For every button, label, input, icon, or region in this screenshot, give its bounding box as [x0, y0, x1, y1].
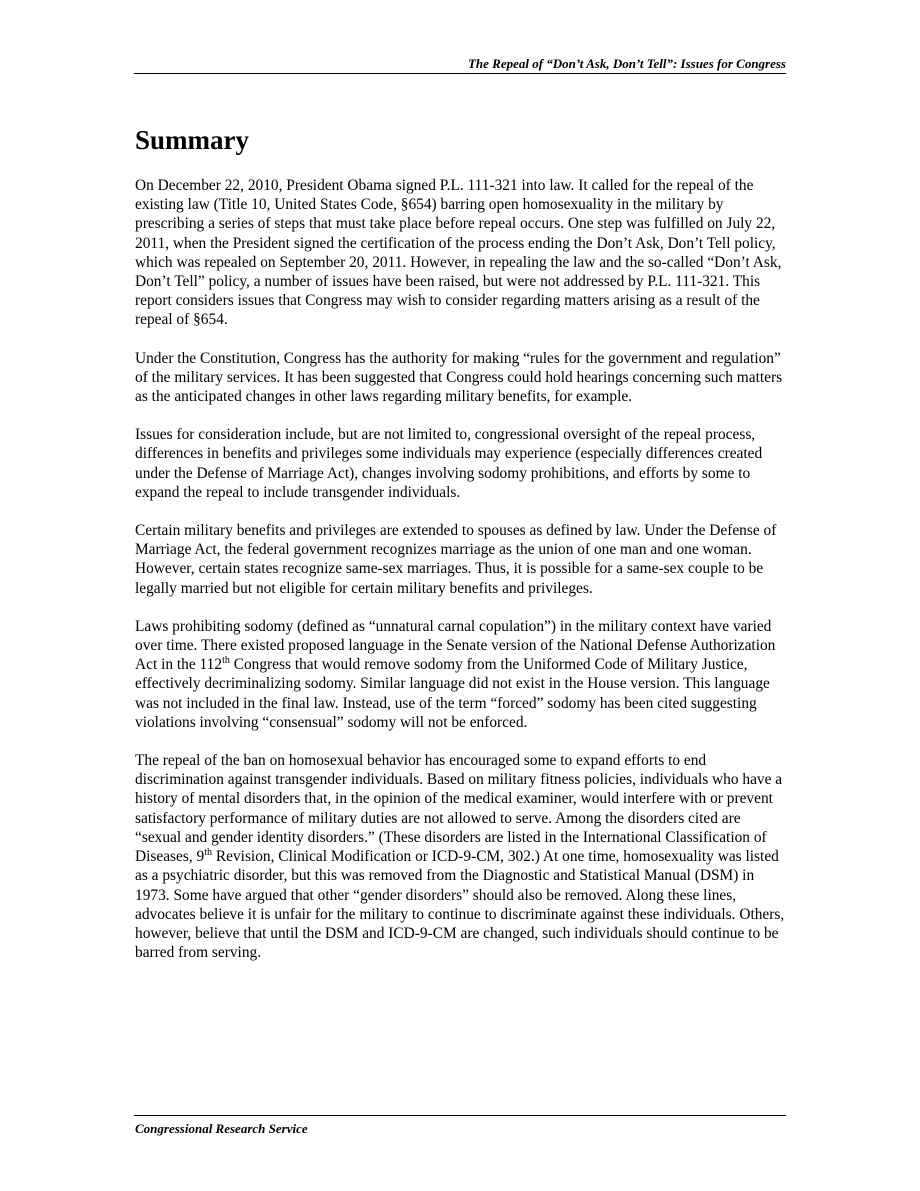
- paragraph-issues: Issues for consideration include, but are not limited to, congressional oversight of the repeal process, differences in benefits and privileges some individuals may experience (especially differences created under the Defense of Marriage Act), changes involving sodomy prohibitions, and efforts by some to expand the repeal to include transgender individuals.: [135, 426, 763, 501]
- summary-body: [135, 176, 787, 981]
- paragraph-transgender: [135, 751, 787, 962]
- paragraph-benefits: Certain military benefits and privileges are extended to spouses as defined by law. Under the Defense of Marriage Act, the federal government recognizes marriage as the union of one man and one woman. However, certain states recognize same-sex marriages. Thus, it is possible for a same-sex couple to be legally married but not eligible for certain military benefits and privileges.: [135, 522, 777, 597]
- paragraph-sodomy-text-b: Congress that would remove sodomy from the Uniformed Code of Military Justice, effectively decriminalizing sodomy. Similar language did not exist in the House version. This language was not included in the final law. Instead, use of the term “forced” sodomy has been cited suggesting violations involving “consensual” sodomy will not be enforced.: [135, 656, 770, 731]
- paragraph-repeal-law: On December 22, 2010, President Obama signed P.L. 111-321 into law. It called for the repeal of the existing law (Title 10, United States Code, §654) barring open homosexuality in the military by prescribing a series of steps that must take place before repeal occurs. One step was fulfilled on July 22, 2011, when the President signed the certification of the process ending the Don’t Ask, Don’t Tell policy, which was repealed on September 20, 2011. However, in repealing the law and the so-called “Don’t Ask, Don’t Tell” policy, a number of issues have been raised, but were not addressed by P.L. 111-321. This report considers issues that Congress may wish to consider regarding matters arising as a result of the repeal of §654.: [135, 177, 782, 329]
- ordinal-suffix: th: [222, 655, 230, 667]
- paragraph-constitution: Under the Constitution, Congress has the authority for making “rules for the government and regulation” of the military services. It has been suggested that Congress could hold hearings concerning such matters as the anticipated changes in other laws regarding military benefits, for example.: [135, 349, 783, 406]
- running-footer: Congressional Research Service: [135, 1121, 308, 1136]
- running-header: The Repeal of “Don’t Ask, Don’t Tell”: Issues for Congress: [467, 56, 786, 71]
- paragraph-sodomy-text-a: Laws prohibiting sodomy (defined as “unnatural carnal copulation”) in the military context have varied over time. There existed proposed language in the Senate version of the National Defense Authorization Act in the 112: [135, 617, 776, 674]
- header-rule: [134, 73, 786, 74]
- paragraph-sodomy-laws: [135, 617, 787, 732]
- paragraph-transgender-text-b: Revision, Clinical Modification or ICD-9-CM, 302.) At one time, homosexuality was listed as a psychiatric disorder, but this was removed from the Diagnostic and Statistical Manual (DSM) in 1973. Some have argued that other “gender disorders” should also be removed. Along these lines, advocates believe it is unfair for the military to continue to discriminate against these individuals. Others, however, believe that until the DSM and ICD-9-CM are changed, such individuals should continue to be barred from serving.: [135, 848, 785, 962]
- section-title: Summary: [135, 125, 249, 155]
- ordinal-suffix: th: [204, 846, 213, 858]
- paragraph-transgender-text-a: The repeal of the ban on homosexual behavior has encouraged some to expand efforts to end discrimination against transgender individuals. Based on military fitness policies, individuals who have a history of mental disorders that, in the opinion of the medical examiner, would interfere with or prevent satisfactory performance of military duties are not allowed to serve. Among the disorders cited are “sexual and gender identity disorders.” (These disorders are listed in the International Classification of Diseases, 9: [135, 752, 783, 866]
- footer-rule: [134, 1115, 786, 1116]
